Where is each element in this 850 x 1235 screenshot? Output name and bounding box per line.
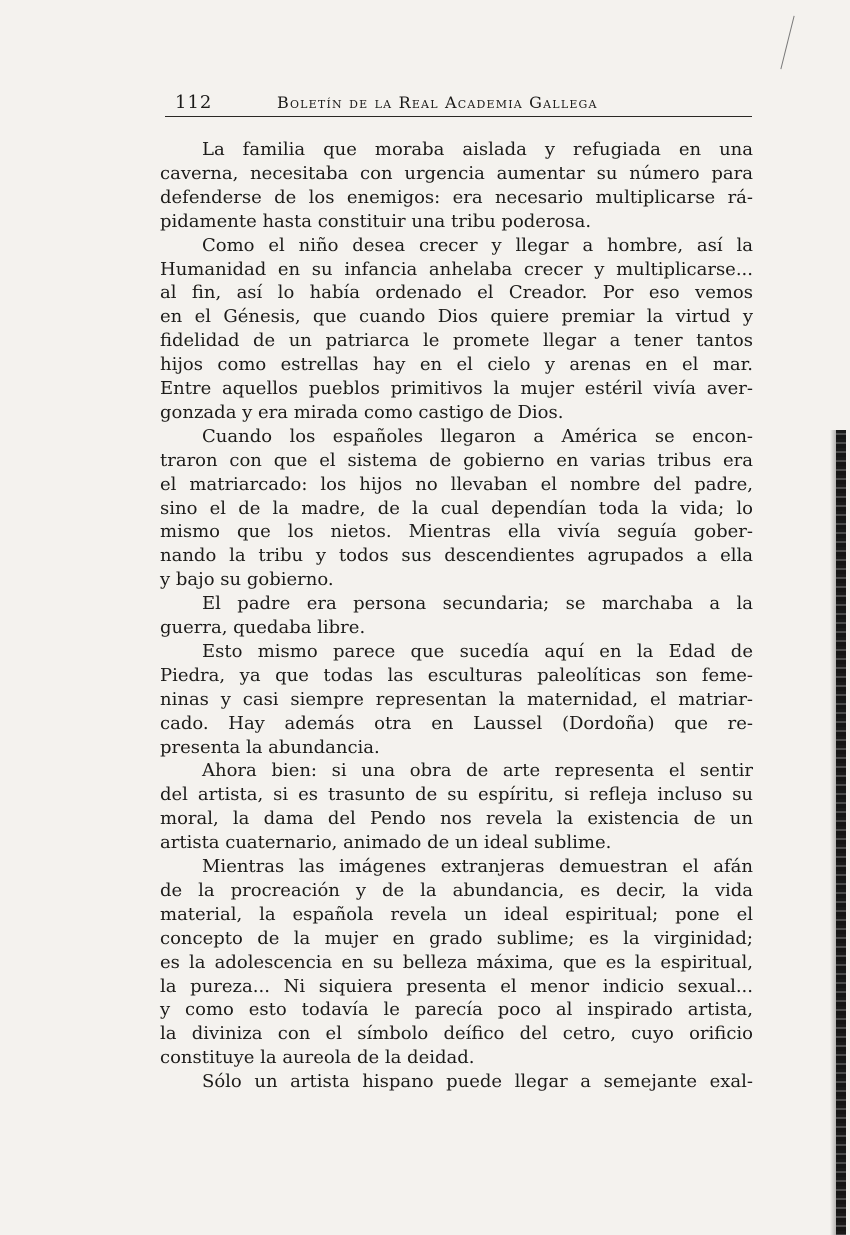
text-line: la pureza... Ni siquiera presenta el menor indicio sexual... [160,975,753,997]
text-line: de la procreación y de la abundancia, es decir, la vida [160,879,753,901]
text-line: guerra, quedaba libre. [160,617,366,638]
text-line: es la adolescencia en su belleza máxima, que es la espiritual, [160,951,753,973]
text-line: concepto de la mujer en grado sublime; es la virginidad; [160,927,753,949]
text-line: pidamente hasta constituir una tribu poderosa. [160,210,592,232]
journal-title: Boletín de la Real Academia Gallega [277,93,598,112]
text-line: material, la española revela un ideal espiritual; pone el [160,903,753,925]
text-line: Sólo un artista hispano puede llegar a semejante exal- [202,1071,753,1093]
text-line: Esto mismo parece que sucedía aquí en la Edad de [202,640,753,662]
text-line: gonzada y era mirada como castigo de Dios. [160,401,564,423]
text-line: Mientras las imágenes extranjeras demuestran el afán [202,856,753,877]
text-line: Entre aquellos pueblos primitivos la mujer estéril vivía aver- [160,378,753,399]
text-line: del artista, si es trasunto de su espíritu, si refleja incluso su [160,784,753,806]
text-line: ninas y casi siempre representan la maternidad, el matriar- [160,688,753,710]
text-line: Cuando los españoles llegaron a América se encon- [202,425,753,447]
text-line: constituye la aureola de la deidad. [160,1047,475,1069]
text-line: presenta la abundancia. [160,736,380,758]
text-line: hijos como estrellas hay en el cielo y arenas en el mar. [160,354,753,376]
running-header [165,90,752,117]
text-line: Ahora bien: si una obra de arte representa el sentir [202,760,753,782]
text-line: y como esto todavía le parecía poco al inspirado artista, [160,999,753,1021]
text-line: traron con que el sistema de gobierno en varias tribus era [160,449,753,471]
page-number: 112 [175,92,213,113]
text-line: Piedra, ya que todas las esculturas paleolíticas son feme- [160,664,753,686]
text-line: el matriarcado: los hijos no llevaban el nombre del padre, [160,473,753,495]
text-line: La familia que moraba aislada y refugiada en una [202,139,753,160]
text-line: nando la tribu y todos sus descendientes agrupados a ella [160,545,753,567]
text-line: defenderse de los enemigos: era necesario multiplicarse rá- [160,186,753,208]
text-line: Humanidad en su infancia anhelaba crecer y multiplicarse... [160,258,753,280]
text-line: mismo que los nietos. Mientras ella vivía seguía gober- [160,521,753,543]
text-line: caverna, necesitaba con urgencia aumentar su número para [160,162,753,184]
book-edge-strip [836,430,846,1235]
text-line: sino el de la madre, de la cual dependían toda la vida; lo [160,497,753,519]
text-line: Como el niño desea crecer y llegar a hombre, así la [202,234,753,256]
scan-mark [780,16,794,70]
text-line: moral, la dama del Pendo nos revela la existencia de un [160,808,753,830]
text-line: la diviniza con el símbolo deífico del cetro, cuyo orificio [160,1023,753,1045]
text-line: al fin, así lo había ordenado el Creador. Por eso vemos [160,282,753,304]
text-line: cado. Hay además otra en Laussel (Dordoña) que re- [160,712,753,734]
text-line: El padre era persona secundaria; se marchaba a la [202,593,753,615]
text-line: fidelidad de un patriarca le promete llegar a tener tantos [160,330,753,352]
text-line: artista cuaternario, animado de un ideal sublime. [160,832,612,854]
text-line: en el Génesis, que cuando Dios quiere premiar la virtud y [160,306,753,328]
text-line: y bajo su gobierno. [160,569,334,591]
